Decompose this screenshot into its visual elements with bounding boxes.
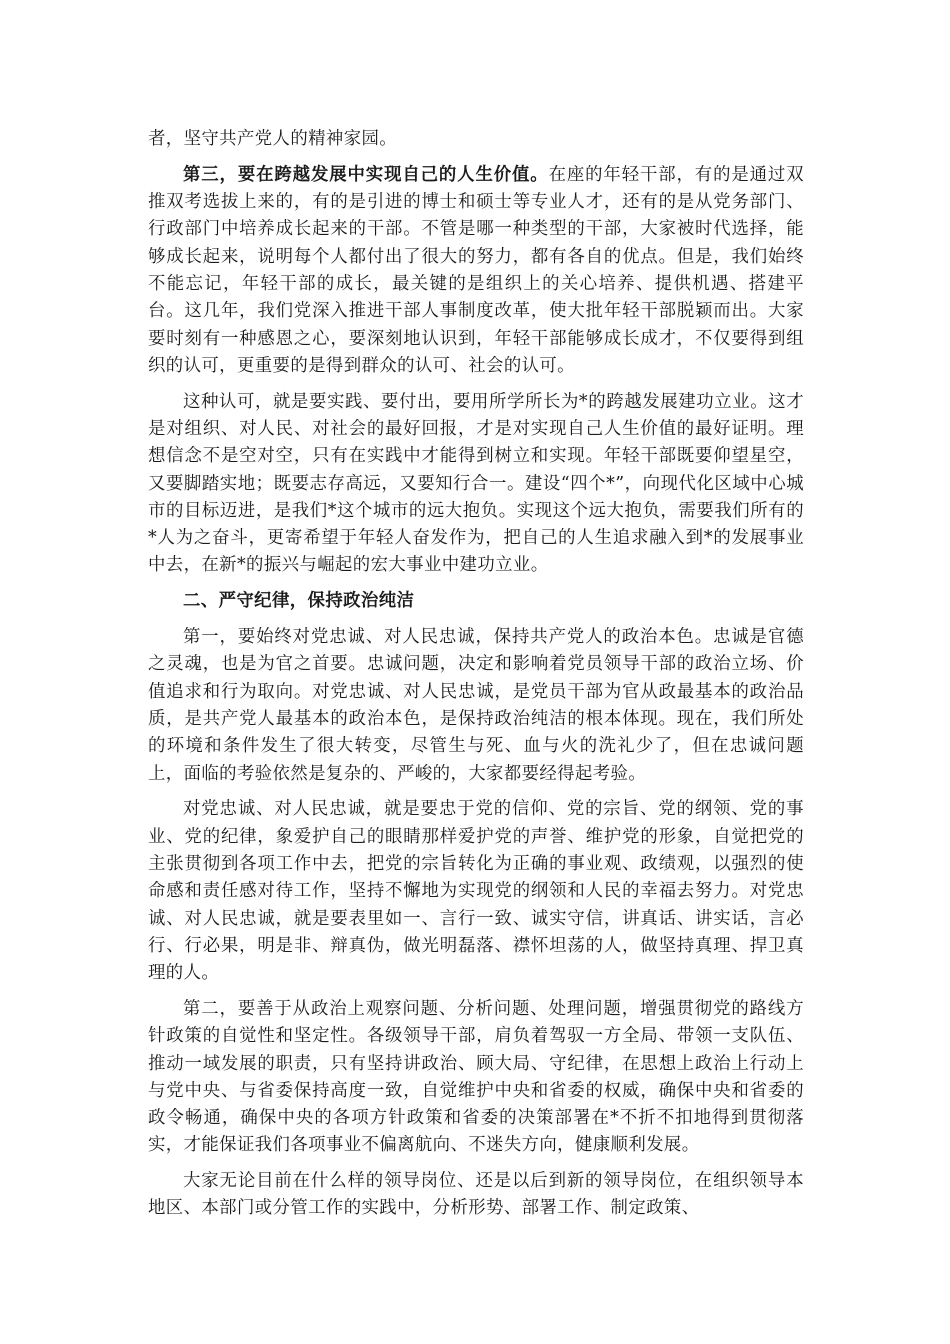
paragraph-lead: 第三，要在跨越发展中实现自己的人生价值。	[183, 164, 549, 185]
paragraph-political-view: 第二，要善于从政治上观察问题、分析问题、处理问题，增强贯彻党的路线方针政策的自觉性和坚定性。各级领导干部，肩负着驾驭一方全局、带领一支队伍、推动一域发展的职责，只有坚持讲政治、顾大局、守纪律，在思想上政治上行动上与党中央、与省委保持高度一致，自觉维护中央和省委的权威，确保中央和省委的政令畅通，确保中央的各项方针政策和省委的决策部署在*不折不扣地得到贯彻落实，才能保证我们各项事业不偏离航向、不迷失方向，健康顺利发展。	[148, 998, 804, 1156]
section-heading: 二、严守纪律，保持政治纯洁	[183, 591, 415, 612]
paragraph-continuation	[148, 126, 804, 153]
paragraph-loyalty: 第一，要始终对党忠诚、对人民忠诚，保持共产党人的政治本色。忠诚是官德之灵魂，也是为官之首要。忠诚问题，决定和影响着党员领导干部的政治立场、价值追求和行为取向。对党忠诚、对人民忠诚，是党员干部为官从政最基本的政治品质，是共产党人最基本的政治本色，是保持政治纯洁的根本体现。现在，我们所处的环境和条件发生了很大转变，尽管生与死、血与火的洗礼少了，但在忠诚问题上，面临的考验依然是复杂的、严峻的，大家都要经得起考验。	[148, 627, 804, 784]
paragraph-leadership: 大家无论目前在什么样的领导岗位、还是以后到新的领导岗位，在组织领导本地区、本部门或分管工作的实践中，分析形势、部署工作、制定政策、	[148, 1171, 804, 1219]
paragraph-text: 这种认可，就是要实践、要付出，要用所学所长为*的跨越发展建功立业。这才是对组织、对人民、对社会的最好回报，才是对实现自己人生价值的最好证明。理想信念不是空对空，只有在实践中才能得到树立和实现。年轻干部既要仰望星空，又要脚踏实地；既要志存高远，又要知行合一。建设“四个*”，向现代化区域中心城市的目标迈进，是我们*这个城市的远大抱负。实现这个远大抱负，需要我们所有的*人为之奋斗，更寄希望于年轻人奋发作为，把自己的人生追求融入到*的发展事业中去，在新*的振兴与崛起的宏大事业中建功立业。	[148, 391, 804, 576]
document-body	[148, 126, 804, 1231]
paragraph-loyalty-detail: 对党忠诚、对人民忠诚，就是要忠于党的信仰、党的宗旨、党的纲领、党的事业、党的纪律，象爱护自己的眼睛那样爱护党的声誉、维护党的形象，自觉把党的主张贯彻到各项工作中去，把党的宗旨转化为正确的事业观、政绩观，以强烈的使命感和责任感对待工作，坚持不懈地为实现党的纲领和人民的幸福去努力。对党忠诚、对人民忠诚，就是要表里如一、言行一致、诚实守信，讲真话、讲实话，言必行、行必果，明是非、辩真伪，做光明磊落、襟怀坦荡的人，做坚持真理、捍卫真理的人。	[148, 799, 804, 984]
paragraph-recognition	[148, 389, 804, 580]
paragraph-text: 者，坚守共产党人的精神家园。	[148, 129, 398, 149]
paragraph-text: 在座的年轻干部，有的是通过双推双考选拔上来的，有的是引进的博士和硕士等专业人才，还有的是从党务部门、行政部门中培养成长起来的干部。不管是哪一种类型的干部，大家被时代选择，能够成长起来，说明每个人都付出了很大的努力，都有各自的优点。但是，我们始终不能忘记，年轻干部的成长，最关键的是组织上的关心培养、提供机遇、搭建平台。这几年，我们党深入推进干部人事制度改革，使大批年轻干部脱颖而出。大家要时刻有一种感恩之心，要深刻地认识到，年轻干部能够成长成才，不仅要得到组织的认可，更重要的是得到群众的认可、社会的认可。	[148, 164, 804, 376]
paragraph-point-three	[148, 162, 804, 380]
